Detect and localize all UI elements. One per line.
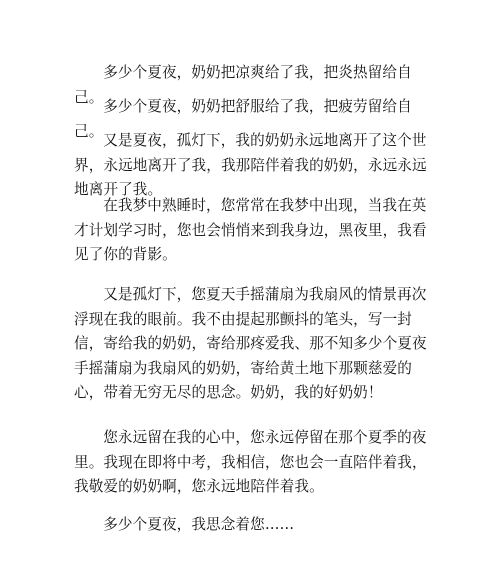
paragraph-3: 又是夏夜，孤灯下，我的奶奶永远地离开了这个世界，永远地离开了我，我那陪伴着我的奶奶，永远永远地离开了我。 xyxy=(74,132,427,198)
paragraph-7: 多少个夏夜，我思念着您…… xyxy=(103,516,295,533)
paragraph-5: 又是孤灯下，您夏天手摇蒲扇为我扇风的情景再次浮现在我的眼前。我不由提起那颤抖的笔头，写一封信，寄给我的奶奶，寄给那疼爱我、那不知多少个夏夜手摇蒲扇为我扇风的奶奶，寄给黄土地下那颗慈爱的心，带着无穷无尽的思念。奶奶，我的好奶奶！ xyxy=(74,286,427,401)
paragraph-4: 在我梦中熟睡时，您常常在我梦中出现，当我在英才计划学习时，您也会悄悄来到我身边，黑夜里，我看见了你的背影。 xyxy=(74,197,427,263)
paragraph-2: 多少个夏夜，奶奶把舒服给了我，把疲劳留给自己。 xyxy=(74,98,412,140)
paragraph-6: 您永远留在我的心中，您永远停留在那个夏季的夜里。我现在即将中考，我相信，您也会一直陪伴着我，我敬爱的奶奶啊，您永远地陪伴着我。 xyxy=(74,429,427,495)
paragraph-1: 多少个夏夜，奶奶把凉爽给了我，把炎热留给自己。 xyxy=(74,64,412,106)
